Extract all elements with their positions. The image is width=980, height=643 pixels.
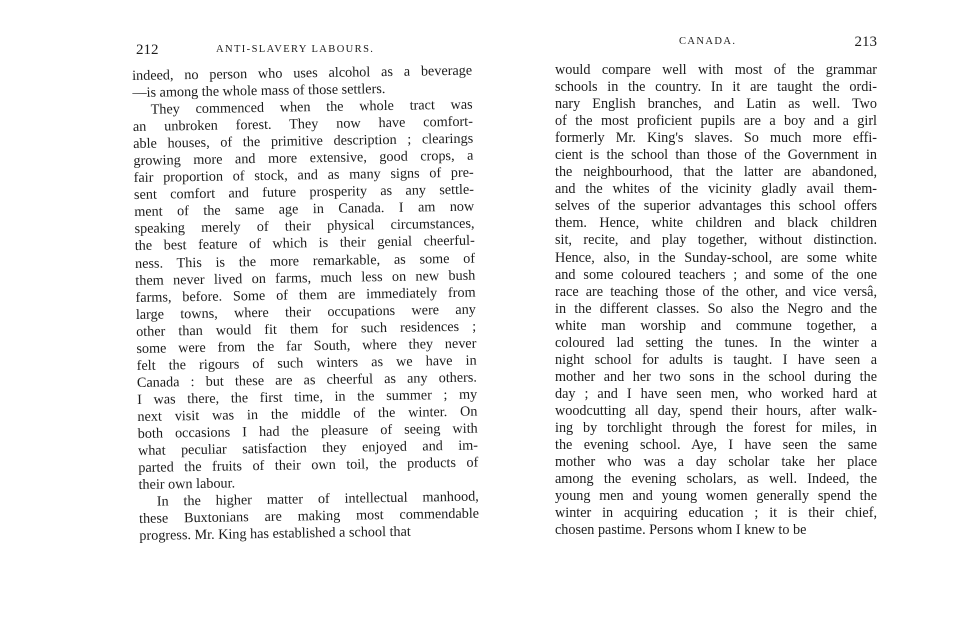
- text-line: and the whites of the vicinity gladly avail them-: [555, 181, 877, 198]
- text-line: felt the rigours of such winters as we have in: [136, 352, 477, 374]
- text-line: the evening school. Aye, I have seen the same: [555, 437, 877, 454]
- text-line: able houses, of the primitive description ; clearings: [133, 130, 474, 153]
- text-line: winter in acquiring education ; it is their chief,: [555, 505, 877, 522]
- text-line: mother who was a day scholar take her place: [555, 454, 877, 471]
- text-line: what peculiar satisfaction they enjoyed and im-: [137, 437, 479, 459]
- text-line: young men and young women generally spend the: [555, 488, 877, 505]
- text-line: In the higher matter of intellectual manhood,: [156, 488, 479, 510]
- text-line: Hence, also, in the Sunday-school, are some white: [555, 249, 877, 266]
- text-line: their own labour.: [138, 475, 236, 494]
- text-line: the best feature of which is their genial cheerful-: [134, 233, 475, 255]
- left-body-text: [132, 63, 479, 546]
- text-line: mother and her two sons in the school during the: [555, 368, 877, 385]
- text-line: coloured lad setting the tunes. In the winter a: [555, 334, 877, 351]
- text-line: speaking merely of their physical circumstances,: [134, 216, 475, 238]
- text-line: —is among the whole mass of those settlers.: [132, 81, 386, 102]
- right-page: [555, 34, 877, 539]
- text-line: I was there, the first time, in the summer ; my: [137, 386, 478, 408]
- right-body-text: [555, 62, 877, 539]
- text-line: progress. Mr. King has established a school that: [139, 523, 411, 545]
- text-line: ment of the same age in Canada. I am now: [134, 199, 475, 221]
- text-line: chosen pastime. Persons whom I knew to be: [555, 522, 807, 539]
- text-line: large towns, where their occupations were any: [135, 301, 476, 323]
- text-line: schools in the country. In it are taught the ordi-: [555, 79, 877, 96]
- text-line: both occasions I had the pleasure of seeing with: [137, 420, 478, 442]
- text-line: white man worship and commune together, a: [555, 317, 877, 334]
- right-running-title: CANADA.: [679, 36, 737, 47]
- text-line: sent comfort and future prosperity as any settle-: [133, 181, 475, 204]
- text-line: indeed, no person who uses alcohol as a beverage: [132, 62, 473, 84]
- text-line: them. Hence, white children and black children: [555, 215, 877, 232]
- text-line: would compare well with most of the grammar: [555, 62, 877, 78]
- text-line: Canada : but these are as cheerful as any others.: [136, 369, 478, 391]
- text-line: among the evening scholars, as well. Indeed, the: [555, 471, 877, 488]
- left-page-number: 212: [136, 42, 159, 58]
- text-line: an unbroken forest. They now have comfort-: [132, 113, 474, 136]
- left-running-head: [132, 42, 472, 60]
- left-running-title: ANTI-SLAVERY LABOURS.: [216, 44, 375, 55]
- text-line: other than would fit them for such residences ;: [136, 318, 477, 340]
- text-line: and some coloured teachers ; and some of the one: [555, 266, 877, 283]
- text-line: selves of the superior advantages this school offers: [555, 198, 877, 215]
- text-line: some were from the far South, where they never: [136, 335, 477, 357]
- text-line: the neighbourhood, that the latter are abandoned,: [555, 164, 877, 181]
- text-line: formerly Mr. King's slaves. So much more effi-: [555, 130, 877, 147]
- right-running-head: [555, 34, 877, 52]
- text-line: sit, recite, and play together, without distinction.: [555, 232, 877, 249]
- text-line: ing by torchlight through the forest for miles, in: [555, 419, 877, 436]
- text-line: of the most proficient pupils are a boy and a girl: [555, 113, 877, 130]
- text-line: day ; and I have seen men, who worked hard at: [555, 385, 877, 402]
- text-line: them never lived on farms, much less on new bush: [135, 267, 476, 289]
- text-line: They commenced when the whole tract was: [150, 96, 473, 118]
- text-line: in the different classes. So also the Negro and the: [555, 300, 877, 317]
- text-line: fair proportion of stock, and as many signs of pre-: [133, 164, 474, 187]
- text-line: race are teaching those of the other, and vice versâ,: [555, 283, 877, 300]
- text-line: night school for adults is taught. I have seen a: [555, 351, 877, 368]
- text-line: next visit was in the middle of the winter. On: [137, 403, 478, 425]
- left-page: [132, 42, 480, 545]
- text-line: growing more and more extensive, good crops, a: [133, 147, 474, 170]
- text-line: these Buxtonians are making most commendable: [138, 505, 480, 528]
- right-page-number: 213: [854, 34, 877, 50]
- text-line: ness. This is the more remarkable, as some of: [134, 250, 476, 272]
- text-line: nary English branches, and Latin as well. Two: [555, 96, 877, 113]
- text-line: farms, before. Some of them are immediately from: [135, 284, 476, 306]
- text-line: parted the fruits of their own toil, the products of: [138, 454, 479, 477]
- text-line: cient is the school than those of the Government in: [555, 147, 877, 164]
- text-line: woodcutting all day, spend their hours, after walk-: [555, 402, 877, 419]
